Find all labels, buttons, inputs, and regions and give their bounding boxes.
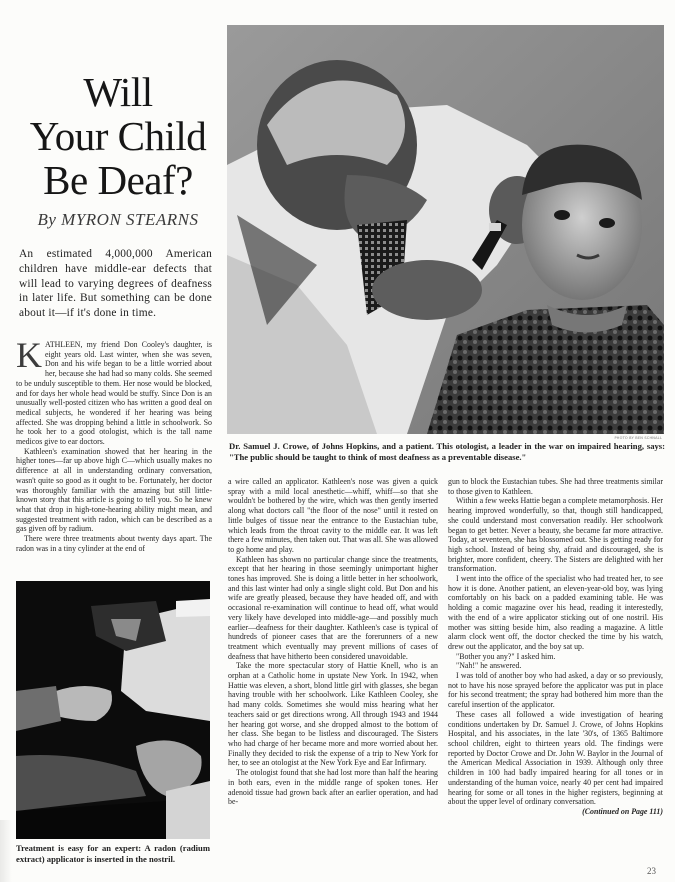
paragraph: "Bother you any?" I asked him.	[456, 651, 556, 661]
paragraph-text: These cases all followed a wide investigation of hearing conditions undertaken by Dr. Samuel J. Crowe, of Johns Hopkins Hospital, and his associates, in the late '30's, of 1365 Baltimore school children, eight to thirteen years old. The findings were reported by Doctor Crowe and Dr. John W. Baylor in the Journal of the American Medical Association in 1939. Although only three children in 100 had badly impaired hearing for all tones or in understanding of the human voice, nearly 40 per cent had impaired hearing for some or all tones in the higher registers, beginning at about the upper level of ordinary conversation.	[448, 709, 663, 807]
paragraph: Kathleen's examination showed that her hearing in the higher tones—far up above high C—which usually makes no difference at all in understanding ordinary conversation, wasn't quite so good as it ought to be. Fortunately, her doctor was thoroughly familiar with the amazing but still little-known story that this article is going to tell you. So he knew what that drop in high-tone-hearing ability might mean, and suggested treatment with radon, which can be described as a gas given off by radium.	[16, 446, 212, 534]
paragraph: I went into the office of the specialist who had treated her, to see how it is done. Another patient, an eleven-year-old boy, was lying comfortably on his back on a padded examining table. He was holding a comic magazine over his head, reading it interestedly, with the end of a wire applicator sticking out of one nostril. His mother was sitting beside him, also reading a magazine. A little alarm clock went off, the doctor checked the time by his watch, drew out the applicator, and the boy sat up.	[448, 574, 663, 651]
paragraph: a wire called an applicator. Kathleen's nose was given a quick spray with a mild local anesthetic—whiff, whiff—so that she wouldn't be bothered by the wire, which was then gently inserted along what doctors call "the floor of the nose" until it rested on little bulges of tissue near the entrance to the Eustachian tube, which leads from the throat cavity to the middle ear. It was left there a few minutes, then taken out. That was all. She was allowed to go home and play.	[228, 477, 438, 554]
paragraph: Kathleen has shown no particular change since the treatments, except that her hearing in those seemingly unimportant higher tones has improved. She is doing a little better in her schoolwork, and this last winter had only a single slight cold. But Don and his wife are greatly pleased, because they have headed off, and with occasional re-examination will continue to head off, what would very likely have developed into middle-age—and possibly much earlier—deafness for their daughter. Kathleen's case is typical of hundreds of pioneer cases that are the forerunners of a new treatment which eventually may prevent millions of cases of deafness that have hitherto been considered unavoidable.	[228, 554, 438, 661]
body-column-3	[448, 477, 663, 817]
drop-cap: K	[16, 335, 42, 375]
title-line-2: Your Child	[29, 113, 207, 159]
article-title	[18, 70, 218, 202]
title-line-3: Be Deaf?	[43, 157, 193, 203]
title-line-1: Will	[83, 69, 153, 115]
treatment-photo	[16, 581, 210, 839]
paragraph	[16, 335, 212, 447]
paragraph: The otologist found that she had lost more than half the hearing in both ears, even in the middle range of spoken tones. Her adenoid tissue had grown back after an earlier operation, and had be-	[228, 768, 438, 807]
treatment-caption: Treatment is easy for an expert: A radon (radium extract) applicator is inserted in the nostril.	[16, 843, 210, 864]
page-edge-shadow	[0, 820, 12, 882]
paragraph: Within a few weeks Hattie began a complete metamorphosis. Her hearing improved wonderfully, so that, though still handicapped, she could understand most conversation readily. Her schoolwork began to get better. Never a beauty, she became far more attractive. Today, at seventeen, she has blossomed out. She is getting ready for high school. Instead of being shy, afraid and discouraged, she is brighter, more confident, cheery. The Sisters are delighted with her transformation.	[448, 496, 663, 574]
body-column-2	[228, 477, 438, 807]
photo-credit: PHOTO BY BEN SCHNALL	[614, 436, 662, 440]
paragraph: There were three treatments about twenty days apart. The radon was in a tiny cylinder at the end of	[16, 534, 212, 553]
body-column-1	[16, 335, 212, 553]
hero-caption: Dr. Samuel J. Crowe, of Johns Hopkins, and a patient. This otologist, a leader in the war on impaired hearing, says: "The public should be taught to think of most deafness as a preventable disease."	[229, 441, 665, 462]
radon-treatment-photo-icon	[16, 581, 210, 839]
byline: By MYRON STEARNS	[37, 210, 199, 229]
hero-photo	[227, 25, 664, 434]
paragraph: "Nah!" he answered.	[456, 661, 522, 671]
paragraph: I was told of another boy who had asked, a day or so previously, not to have his nose sprayed before the applicator was put in place for his second treatment; the spray had bothered him more than the careful insertion of the applicator.	[448, 671, 663, 710]
continued-link[interactable]: (Continued on Page 111)	[582, 806, 663, 816]
page-number: 23	[647, 866, 656, 876]
paragraph	[448, 709, 663, 816]
article-deck: An estimated 4,000,000 American children have middle-ear defects that will lead to varying degrees of deafness in later life. But something can be done about it—if it's done in time.	[19, 248, 212, 320]
paragraph-text: ATHLEEN, my friend Don Cooley's daughter, is eight years old. Last winter, when she was seven, Don and his wife began to be a little worried about her, because she had had so many colds. She seemed to be unduly susceptible to them. Her nose would be blocked, and for days her whole head would be stuffy. Since Don is an unusually well-posted citizen who has written a good deal on medical subjects, he wondered if her hearing was being affected. She was dropping behind a little in schoolwork. So he took her to a good otologist, which is the tall name medicos give to ear doctors.	[16, 340, 212, 447]
paragraph: Take the more spectacular story of Hattie Knell, who is an orphan at a Catholic home in upstate New York. In 1942, when Hattie was eleven, a short, blond little girl with glasses, she began having trouble with her schoolwork. Like Kathleen Cooley, she had many colds. Sometimes she would miss hearing what her teachers said or get directions wrong. All through 1943 and 1944 her hearing got worse, and she dropped almost to the bottom of her class. She began to be listless and discouraged. The Sisters who had charge of her became more and more worried about her. Finally they decided to risk the expense of a trip to New York for her, to see an otologist at the New York Eye and Ear Infirmary.	[228, 661, 438, 768]
paragraph: gun to block the Eustachian tubes. She had three treatments similar to those given to Kathleen.	[448, 477, 663, 496]
doctor-examining-boy-photo-icon	[227, 25, 664, 434]
